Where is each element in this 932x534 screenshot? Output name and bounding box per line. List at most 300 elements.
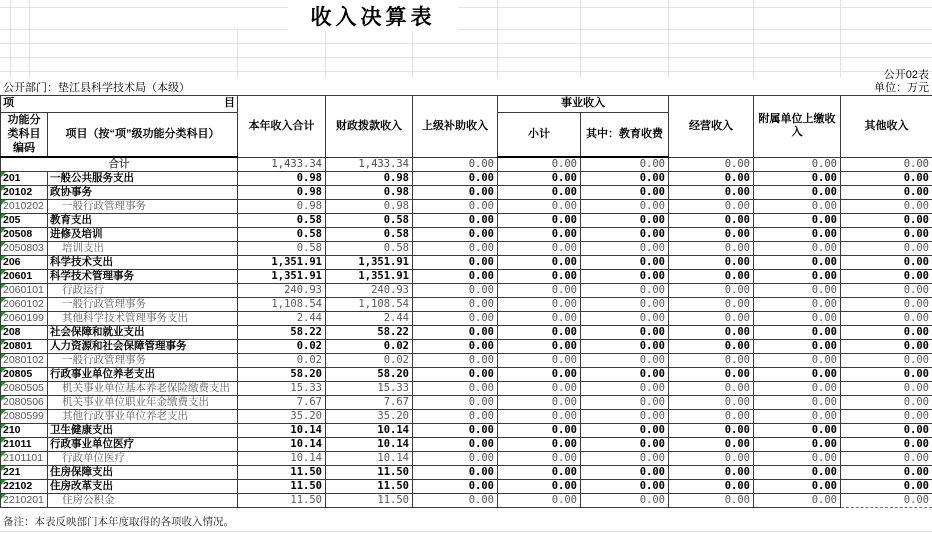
function-code-cell: 2080506 <box>1 396 48 410</box>
header-function-code: 功能分类科目编码 <box>1 113 48 158</box>
gridline <box>0 57 932 58</box>
value-cell: 0.00 <box>841 186 932 200</box>
value-cell: 0.00 <box>841 494 932 508</box>
value-cell: 0.00 <box>413 312 498 326</box>
value-cell: 0.00 <box>498 480 581 494</box>
function-code-cell: 2080102 <box>1 354 48 368</box>
function-code-cell: 2080599 <box>1 410 48 424</box>
item-name-cell: 行政事业单位养老支出 <box>48 368 238 382</box>
table-row <box>1 410 932 424</box>
item-name-cell: 一般公共服务支出 <box>48 172 238 186</box>
function-code-cell: 2060102 <box>1 298 48 312</box>
value-cell: 0.00 <box>413 340 498 354</box>
gridline <box>0 531 932 532</box>
value-cell: 0.00 <box>498 312 581 326</box>
value-cell: 0.00 <box>498 214 581 228</box>
value-cell: 0.00 <box>413 424 498 438</box>
header-superior-subsidy: 上级补助收入 <box>413 96 498 158</box>
green-triangle-icon <box>1 494 6 499</box>
function-code-cell: 20508 <box>1 228 48 242</box>
value-cell: 11.50 <box>238 480 326 494</box>
green-triangle-icon <box>1 312 6 317</box>
table-row <box>1 242 932 256</box>
value-cell: 0.00 <box>841 396 932 410</box>
value-cell: 0.00 <box>581 172 669 186</box>
value-cell: 0.00 <box>754 438 841 452</box>
value-cell: 0.00 <box>754 368 841 382</box>
item-name-cell: 机关事业单位基本养老保险缴费支出 <box>48 382 238 396</box>
value-cell: 0.02 <box>326 354 413 368</box>
value-cell: 0.00 <box>413 228 498 242</box>
value-cell: 0.00 <box>498 354 581 368</box>
header-total-income: 本年收入合计 <box>238 96 326 158</box>
green-triangle-icon <box>1 270 6 275</box>
value-cell: 0.00 <box>841 354 932 368</box>
item-name-cell: 住房公积金 <box>48 494 238 508</box>
value-cell: 0.00 <box>841 270 932 284</box>
function-code-cell: 210 <box>1 424 48 438</box>
value-cell: 15.33 <box>238 382 326 396</box>
header-education-fees: 其中：教育收费 <box>581 113 669 158</box>
item-name-cell: 政协事务 <box>48 186 238 200</box>
value-cell: 0.98 <box>238 200 326 214</box>
value-cell: 0.00 <box>754 214 841 228</box>
value-cell: 0.00 <box>754 186 841 200</box>
value-cell: 0.00 <box>498 284 581 298</box>
function-code-cell: 2210201 <box>1 494 48 508</box>
header-affiliated-units-income: 附属单位上缴收入 <box>754 96 841 158</box>
table-row <box>1 298 932 312</box>
value-cell: 0.00 <box>669 228 754 242</box>
green-triangle-icon <box>1 214 6 219</box>
value-cell: 0.00 <box>413 452 498 466</box>
value-cell: 0.00 <box>498 494 581 508</box>
value-cell: 0.00 <box>498 340 581 354</box>
value-cell: 0.00 <box>841 172 932 186</box>
value-cell: 0.00 <box>581 157 669 172</box>
value-cell: 58.22 <box>326 326 413 340</box>
value-cell: 0.00 <box>498 396 581 410</box>
value-cell: 0.00 <box>841 452 932 466</box>
header-business-income-group: 事业收入 <box>498 96 669 113</box>
table-body <box>1 157 932 508</box>
value-cell: 0.00 <box>754 466 841 480</box>
value-cell: 0.00 <box>498 382 581 396</box>
value-cell: 0.02 <box>238 340 326 354</box>
value-cell: 0.00 <box>669 200 754 214</box>
value-cell: 58.20 <box>326 368 413 382</box>
value-cell: 0.00 <box>669 396 754 410</box>
value-cell: 0.58 <box>238 214 326 228</box>
value-cell: 0.00 <box>581 368 669 382</box>
total-label-cell: 合计 <box>1 157 238 172</box>
table-row <box>1 172 932 186</box>
value-cell: 0.00 <box>841 200 932 214</box>
green-triangle-icon <box>1 410 6 415</box>
gridline <box>0 43 932 44</box>
footnote: 备注：本表反映部门本年度取得的各项收入情况。 <box>3 516 234 528</box>
value-cell: 0.00 <box>754 382 841 396</box>
value-cell: 0.00 <box>669 186 754 200</box>
value-cell: 0.00 <box>669 340 754 354</box>
item-name-cell: 教育支出 <box>48 214 238 228</box>
value-cell: 0.00 <box>669 466 754 480</box>
green-triangle-icon <box>1 396 6 401</box>
value-cell: 0.00 <box>841 368 932 382</box>
gridline <box>10 0 11 78</box>
gridline <box>753 0 754 78</box>
function-code-cell: 21011 <box>1 438 48 452</box>
table-row <box>1 368 932 382</box>
item-name-cell: 一般行政管理事务 <box>48 200 238 214</box>
green-triangle-icon <box>1 200 6 205</box>
function-code-cell: 205 <box>1 214 48 228</box>
value-cell: 0.00 <box>498 172 581 186</box>
value-cell: 0.00 <box>581 396 669 410</box>
gridline <box>497 0 498 78</box>
header-item-name: 项目（按“项”级功能分类科目） <box>48 113 238 158</box>
green-triangle-icon <box>1 284 6 289</box>
green-triangle-icon <box>1 424 6 429</box>
value-cell: 15.33 <box>326 382 413 396</box>
green-triangle-icon <box>1 438 6 443</box>
value-cell: 0.00 <box>581 256 669 270</box>
value-cell: 0.00 <box>498 326 581 340</box>
value-cell: 1,433.34 <box>238 157 326 172</box>
value-cell: 0.00 <box>581 354 669 368</box>
value-cell: 0.00 <box>669 382 754 396</box>
value-cell: 0.98 <box>238 186 326 200</box>
value-cell: 58.20 <box>238 368 326 382</box>
value-cell: 11.50 <box>326 466 413 480</box>
value-cell: 0.58 <box>238 242 326 256</box>
value-cell: 11.50 <box>238 494 326 508</box>
value-cell: 0.00 <box>498 438 581 452</box>
function-code-cell: 20805 <box>1 368 48 382</box>
green-triangle-icon <box>1 172 6 177</box>
value-cell: 0.00 <box>581 326 669 340</box>
value-cell: 0.00 <box>841 480 932 494</box>
value-cell: 0.00 <box>413 200 498 214</box>
table-row <box>1 256 932 270</box>
value-cell: 0.00 <box>754 298 841 312</box>
function-code-cell: 20601 <box>1 270 48 284</box>
value-cell: 35.20 <box>326 410 413 424</box>
green-triangle-icon <box>1 242 6 247</box>
value-cell: 1,351.91 <box>238 256 326 270</box>
value-cell: 0.00 <box>841 214 932 228</box>
value-cell: 0.00 <box>669 438 754 452</box>
value-cell: 0.00 <box>841 410 932 424</box>
value-cell: 0.00 <box>841 298 932 312</box>
green-triangle-icon <box>1 466 6 471</box>
value-cell: 0.00 <box>841 242 932 256</box>
value-cell: 0.00 <box>669 424 754 438</box>
gridline <box>0 29 932 30</box>
value-cell: 0.00 <box>498 270 581 284</box>
value-cell: 0.00 <box>754 410 841 424</box>
header-item <box>1 96 238 113</box>
unit-label: 单位：万元 <box>874 82 929 94</box>
value-cell: 0.00 <box>581 298 669 312</box>
value-cell: 0.58 <box>326 242 413 256</box>
table-row <box>1 382 932 396</box>
value-cell: 0.00 <box>754 354 841 368</box>
item-name-cell: 一般行政管理事务 <box>48 354 238 368</box>
value-cell: 0.00 <box>754 242 841 256</box>
value-cell: 0.00 <box>581 284 669 298</box>
table-row <box>1 214 932 228</box>
value-cell: 0.00 <box>841 340 932 354</box>
value-cell: 10.14 <box>238 424 326 438</box>
function-code-cell: 22102 <box>1 480 48 494</box>
item-name-cell: 人力资源和社会保障管理事务 <box>48 340 238 354</box>
value-cell: 7.67 <box>326 396 413 410</box>
value-cell: 0.00 <box>669 354 754 368</box>
gridline <box>840 0 841 78</box>
green-triangle-icon <box>1 452 6 457</box>
value-cell: 0.00 <box>413 396 498 410</box>
value-cell: 0.00 <box>754 172 841 186</box>
value-cell: 0.00 <box>413 382 498 396</box>
function-code-cell: 206 <box>1 256 48 270</box>
value-cell: 11.50 <box>326 494 413 508</box>
value-cell: 0.00 <box>498 242 581 256</box>
table-row <box>1 494 932 508</box>
value-cell: 0.00 <box>581 214 669 228</box>
table-row <box>1 270 932 284</box>
function-code-cell: 2050803 <box>1 242 48 256</box>
value-cell: 0.00 <box>498 452 581 466</box>
value-cell: 0.00 <box>413 354 498 368</box>
value-cell: 1,433.34 <box>326 157 413 172</box>
value-cell: 0.00 <box>754 480 841 494</box>
value-cell: 0.58 <box>326 214 413 228</box>
value-cell: 58.22 <box>238 326 326 340</box>
value-cell: 0.00 <box>413 410 498 424</box>
function-code-cell: 2060199 <box>1 312 48 326</box>
table-row <box>1 396 932 410</box>
item-name-cell: 科学技术支出 <box>48 256 238 270</box>
value-cell: 0.00 <box>498 186 581 200</box>
value-cell: 0.00 <box>841 326 932 340</box>
gridline <box>0 7 932 8</box>
publishing-department-label: 公开部门：垫江县科学技术局（本级） <box>3 82 190 94</box>
value-cell: 0.00 <box>754 284 841 298</box>
value-cell: 0.00 <box>669 480 754 494</box>
item-name-cell: 其他行政事业单位养老支出 <box>48 410 238 424</box>
gridline <box>668 0 669 78</box>
value-cell: 2.44 <box>326 312 413 326</box>
value-cell: 0.00 <box>498 368 581 382</box>
table-row <box>1 424 932 438</box>
table-row <box>1 466 932 480</box>
function-code-cell: 201 <box>1 172 48 186</box>
header-item-left: 项 <box>3 97 14 110</box>
header-item-right: 目 <box>224 97 235 110</box>
value-cell: 0.58 <box>326 228 413 242</box>
value-cell: 0.00 <box>413 480 498 494</box>
item-name-cell: 行政单位医疗 <box>48 452 238 466</box>
value-cell: 0.00 <box>581 494 669 508</box>
item-name-cell: 社会保障和就业支出 <box>48 326 238 340</box>
item-name-cell: 进修及培训 <box>48 228 238 242</box>
value-cell: 0.00 <box>498 298 581 312</box>
green-triangle-icon <box>1 298 6 303</box>
value-cell: 0.00 <box>413 298 498 312</box>
value-cell: 0.00 <box>413 270 498 284</box>
value-cell: 0.58 <box>238 228 326 242</box>
value-cell: 2.44 <box>238 312 326 326</box>
table-row <box>1 438 932 452</box>
table-row <box>1 340 932 354</box>
value-cell: 0.00 <box>841 228 932 242</box>
value-cell: 0.00 <box>581 466 669 480</box>
item-name-cell: 住房改革支出 <box>48 480 238 494</box>
item-name-cell: 其他科学技术管理事务支出 <box>48 312 238 326</box>
value-cell: 10.14 <box>326 438 413 452</box>
value-cell: 0.00 <box>581 480 669 494</box>
value-cell: 10.14 <box>238 438 326 452</box>
value-cell: 0.00 <box>841 284 932 298</box>
value-cell: 0.00 <box>413 326 498 340</box>
gridline <box>412 30 413 78</box>
green-triangle-icon <box>1 326 6 331</box>
value-cell: 0.00 <box>498 256 581 270</box>
green-triangle-icon <box>1 228 6 233</box>
value-cell: 7.67 <box>238 396 326 410</box>
value-cell: 0.00 <box>669 157 754 172</box>
table-row <box>1 312 932 326</box>
value-cell: 0.00 <box>669 284 754 298</box>
function-code-cell: 20801 <box>1 340 48 354</box>
value-cell: 0.00 <box>754 340 841 354</box>
value-cell: 0.00 <box>754 326 841 340</box>
value-cell: 0.00 <box>581 438 669 452</box>
value-cell: 0.00 <box>841 157 932 172</box>
green-triangle-icon <box>1 480 6 485</box>
value-cell: 0.00 <box>669 368 754 382</box>
value-cell: 0.00 <box>669 410 754 424</box>
table-row <box>1 186 932 200</box>
value-cell: 0.00 <box>841 256 932 270</box>
item-name-cell: 住房保障支出 <box>48 466 238 480</box>
value-cell: 0.00 <box>498 228 581 242</box>
value-cell: 0.98 <box>238 172 326 186</box>
item-name-cell: 培训支出 <box>48 242 238 256</box>
function-code-cell: 208 <box>1 326 48 340</box>
value-cell: 0.00 <box>754 452 841 466</box>
item-name-cell: 卫生健康支出 <box>48 424 238 438</box>
function-code-cell: 2101101 <box>1 452 48 466</box>
value-cell: 0.00 <box>413 466 498 480</box>
value-cell: 0.00 <box>669 312 754 326</box>
value-cell: 0.00 <box>498 410 581 424</box>
value-cell: 10.14 <box>238 452 326 466</box>
value-cell: 10.14 <box>326 452 413 466</box>
value-cell: 0.00 <box>669 494 754 508</box>
value-cell: 0.98 <box>326 172 413 186</box>
value-cell: 11.50 <box>326 480 413 494</box>
value-cell: 0.00 <box>669 256 754 270</box>
value-cell: 0.00 <box>841 466 932 480</box>
function-code-cell: 221 <box>1 466 48 480</box>
value-cell: 0.00 <box>581 410 669 424</box>
value-cell: 0.00 <box>669 214 754 228</box>
value-cell: 0.00 <box>413 438 498 452</box>
function-code-cell: 2080505 <box>1 382 48 396</box>
table-row <box>1 480 932 494</box>
gridline <box>0 71 932 72</box>
value-cell: 0.02 <box>326 340 413 354</box>
value-cell: 0.00 <box>581 200 669 214</box>
value-cell: 0.00 <box>581 312 669 326</box>
value-cell: 0.00 <box>841 424 932 438</box>
value-cell: 0.00 <box>498 200 581 214</box>
header-fiscal-appropriation: 财政拨款收入 <box>326 96 413 158</box>
table-row <box>1 326 932 340</box>
gridline <box>29 0 30 78</box>
value-cell: 0.00 <box>669 270 754 284</box>
table-row <box>1 284 932 298</box>
function-code-cell: 2060101 <box>1 284 48 298</box>
table-row <box>1 157 932 172</box>
function-code-cell: 2010202 <box>1 200 48 214</box>
value-cell: 0.00 <box>498 424 581 438</box>
value-cell: 0.00 <box>841 382 932 396</box>
header-business-subtotal: 小计 <box>498 113 581 158</box>
value-cell: 0.00 <box>754 312 841 326</box>
green-triangle-icon <box>1 256 6 261</box>
value-cell: 0.00 <box>841 438 932 452</box>
item-name-cell: 行政事业单位医疗 <box>48 438 238 452</box>
table-row <box>1 354 932 368</box>
value-cell: 35.20 <box>238 410 326 424</box>
value-cell: 0.02 <box>238 354 326 368</box>
revenue-table <box>0 95 932 508</box>
value-cell: 0.00 <box>581 340 669 354</box>
item-name-cell: 行政运行 <box>48 284 238 298</box>
value-cell: 0.00 <box>754 228 841 242</box>
gridline <box>237 30 238 78</box>
value-cell: 1,351.91 <box>326 270 413 284</box>
value-cell: 0.00 <box>581 186 669 200</box>
green-triangle-icon <box>1 340 6 345</box>
table-row <box>1 228 932 242</box>
value-cell: 0.00 <box>754 494 841 508</box>
value-cell: 0.00 <box>581 242 669 256</box>
value-cell: 0.00 <box>581 270 669 284</box>
value-cell: 0.00 <box>669 298 754 312</box>
value-cell: 0.00 <box>841 312 932 326</box>
value-cell: 0.00 <box>754 424 841 438</box>
value-cell: 0.00 <box>581 228 669 242</box>
item-name-cell: 机关事业单位职业年金缴费支出 <box>48 396 238 410</box>
value-cell: 240.93 <box>238 284 326 298</box>
value-cell: 1,351.91 <box>238 270 326 284</box>
value-cell: 0.00 <box>669 172 754 186</box>
value-cell: 0.00 <box>669 452 754 466</box>
value-cell: 0.00 <box>581 452 669 466</box>
green-triangle-icon <box>1 186 6 191</box>
value-cell: 0.00 <box>581 382 669 396</box>
value-cell: 0.00 <box>754 270 841 284</box>
value-cell: 0.00 <box>413 368 498 382</box>
sheet-number-label: 公开02表 <box>883 69 929 81</box>
value-cell: 1,108.54 <box>238 298 326 312</box>
header-operating-income: 经营收入 <box>669 96 754 158</box>
value-cell: 11.50 <box>238 466 326 480</box>
